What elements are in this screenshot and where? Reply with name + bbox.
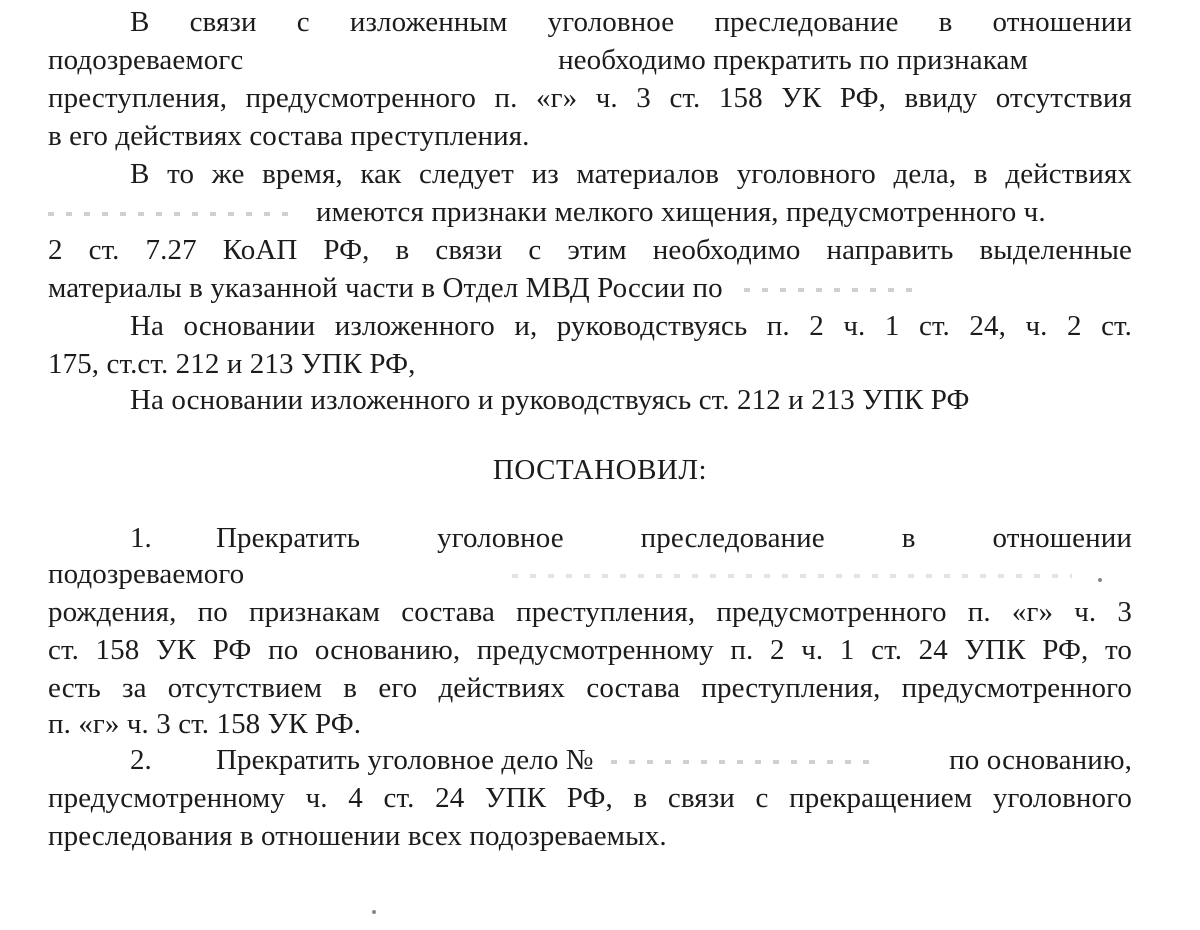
item2-line3: преследования в отношении всех подозреваемых. (48, 820, 667, 852)
item1-line4: ст. 158 УК РФ по основанию, предусмотренному п. 2 ч. 1 ст. 24 УПК РФ, то (48, 634, 1132, 666)
item2-line2: предусмотренному ч. 4 ст. 24 УПК РФ, в связи с прекращением уголовного (48, 782, 1132, 814)
resolution-heading: ПОСТАНОВИЛ: (492, 454, 708, 486)
paragraph2-line4-text: материалы в указанной части в Отдел МВД России по (48, 272, 723, 304)
redacted-suspect-details (512, 574, 1072, 578)
paragraph3-line2: 175, ст.ст. 212 и 213 УПК РФ, (48, 348, 416, 380)
item1-word: в (901, 522, 916, 554)
paragraph2-line2 (48, 194, 1132, 230)
item1-number: 1. (130, 522, 152, 554)
item1-line2 (48, 556, 1132, 592)
item1-word: преследование (640, 522, 825, 554)
item2-number: 2. (130, 744, 152, 776)
item2-line1-start: Прекратить уголовное дело № (216, 744, 594, 776)
item1-line1 (216, 520, 1132, 556)
item1-suspect-word: подозреваемого (48, 558, 245, 590)
paragraph2-line2-text: имеются признаки мелкого хищения, предусмотренного ч. (316, 196, 1046, 228)
item1-line6: п. «г» ч. 3 ст. 158 УК РФ. (48, 708, 362, 740)
paragraph2-line3: 2 ст. 7.27 КоАП РФ, в связи с этим необходимо направить выделенные (48, 234, 1132, 266)
paragraph4-line1: На основании изложенного и руководствуясь ст. 212 и 213 УПК РФ (130, 384, 970, 416)
scan-speck (372, 910, 376, 914)
paragraph2-line4 (48, 270, 1132, 306)
item1-line3: рождения, по признакам состава преступления, предусмотренного п. «г» ч. 3 (48, 596, 1132, 628)
paragraph1-line3: преступления, предусмотренного п. «г» ч. 3 ст. 158 УК РФ, ввиду отсутствия (48, 82, 1132, 114)
scan-speck (1098, 578, 1102, 582)
suspect-word: подозреваемогс (48, 44, 244, 76)
item1-word: отношении (992, 522, 1132, 554)
item1-word: уголовное (437, 522, 564, 554)
item1-word: Прекратить (216, 522, 361, 554)
paragraph3-line1: На основании изложенного и, руководствуясь п. 2 ч. 1 ст. 24, ч. 2 ст. (130, 310, 1132, 342)
redacted-district (744, 288, 914, 292)
redacted-case-number (611, 760, 881, 764)
paragraph1-line2-end: необходимо прекратить по признакам (558, 44, 1028, 76)
redacted-person (48, 212, 298, 216)
item1-line5: есть за отсутствием в его действиях состава преступления, предусмотренного (48, 672, 1132, 704)
paragraph2-line1: В то же время, как следует из материалов уголовного дела, в действиях (130, 158, 1132, 190)
item2-line1-end: по основанию, (949, 744, 1132, 776)
paragraph1-line1: В связи с изложенным уголовное преследование в отношении (130, 6, 1132, 38)
item2-line1 (216, 742, 1132, 778)
paragraph1-line2 (48, 42, 1132, 78)
paragraph1-line4: в его действиях состава преступления. (48, 120, 530, 152)
